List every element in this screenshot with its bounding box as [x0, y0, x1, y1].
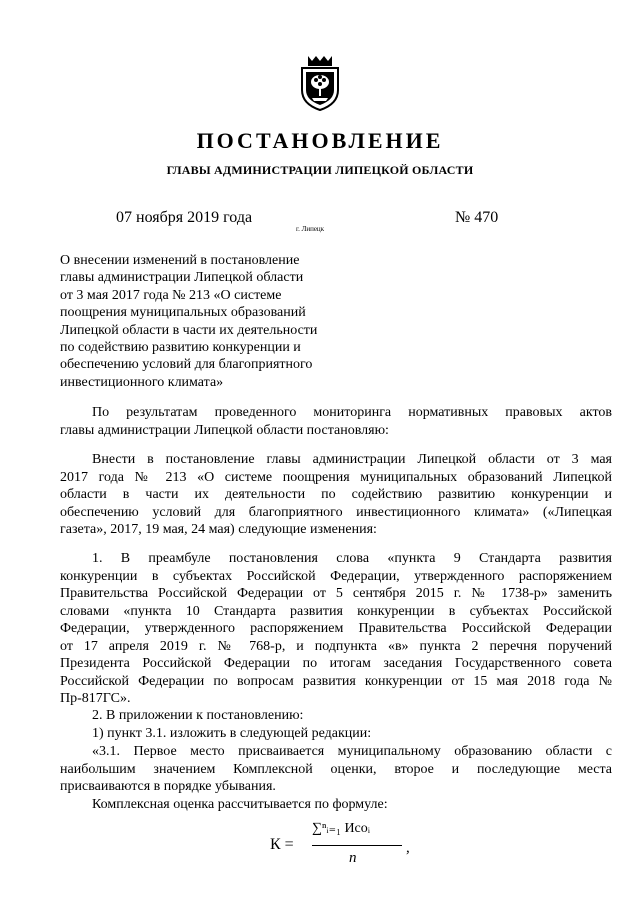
text-line: Правительства Российской Федерации от 5 сентября 2015 г. № 1738-р» заменить [60, 586, 612, 601]
document-subtitle: ГЛАВЫ АДМИНИСТРАЦИИ ЛИПЕЦКОЙ ОБЛАСТИ [166, 163, 474, 177]
text-line: Комплексная оценка рассчитывается по формуле: [92, 797, 388, 812]
document-title: ПОСТАНОВЛЕНИЕ [196, 128, 444, 153]
subject-line: инвестиционного климата» [60, 374, 224, 390]
text-line: Внести в постановление главы администрации Липецкой области от 3 мая [92, 452, 612, 467]
formula-trailing-comma: , [406, 840, 410, 856]
text-line: Президента Российской Федерации по итогам заседания Государственного совета [60, 656, 612, 671]
paragraph-clause-3-1 [60, 743, 612, 796]
paragraph-item-1 [60, 550, 612, 708]
text-line: 1) пункт 3.1. изложить в следующей редакции: [92, 726, 372, 741]
subject-line: О внесении изменений в постановление [60, 253, 300, 268]
subject-line: Липецкой области в части их деятельности [60, 322, 318, 338]
text-line: 2017 года № 213 «О системе поощрения муниципальных образований Липецкой [60, 469, 612, 485]
document-city: г. Липецк [296, 225, 325, 233]
paragraph-preamble [60, 404, 612, 439]
text-line: газета», 2017, 19 мая, 24 мая) следующие изменения: [60, 522, 377, 537]
text-line: 1. В преамбуле постановления слова «пункта 9 Стандарта развития [92, 551, 612, 566]
text-line: Пр-817ГС». [60, 691, 131, 706]
formula-denominator: n [349, 850, 357, 866]
document-date: 07 ноября 2019 года [116, 209, 253, 226]
text-line: «3.1. Первое место присваивается муниципальному образованию области с [92, 744, 612, 759]
text-line: присваиваются в порядке убывания. [60, 779, 276, 794]
coat-of-arms-emblem [298, 54, 342, 112]
subject-line: по содействию развитию конкуренции и [60, 340, 301, 356]
text-line: По результатам проведенного мониторинга нормативных правовых актов [92, 405, 612, 420]
document-number: № 470 [455, 209, 499, 226]
text-line: от 17 апреля 2019 г. № 768-р, и подпункта «в» пункта 2 перечня поручений [60, 638, 612, 654]
text-line: конкуренции в субъектах Российской Федерации, утвержденного распоряжением [60, 568, 612, 584]
paragraph-item-2 [60, 707, 612, 725]
paragraph-subitem-1 [60, 725, 612, 743]
text-line: Федерации, утвержденного распоряжением Правительства Российской Федерации [60, 621, 612, 636]
subject-line: обеспечению условий для благоприятного [60, 357, 313, 373]
subject-line: главы администрации Липецкой области [60, 270, 304, 286]
formula-numerator: ∑ⁿᵢ₌₁ Исоᵢ [312, 821, 371, 836]
text-line: главы администрации Липецкой области постановляю: [60, 422, 389, 438]
text-line: области в части их деятельности по содействию развитию конкуренции и [60, 487, 612, 502]
subject-line: поощрения муниципальных образований [60, 305, 306, 321]
text-line: обеспечению условий для благоприятного инвестиционного климата» («Липецкая [60, 504, 612, 520]
text-line: наибольшим значением Комплексной оценки, второе и последующие места [60, 761, 612, 777]
paragraph-amend-intro [60, 451, 612, 539]
paragraph-formula-intro [60, 796, 612, 814]
text-line: Российской Федерации по вопросам развития конкуренции от 15 мая 2018 года № [60, 673, 612, 689]
text-line: 2. В приложении к постановлению: [92, 708, 304, 723]
formula-lhs: К = [270, 836, 294, 853]
text-line: словами «пункта 10 Стандарта развития конкуренции в субъектах Российской [60, 603, 612, 619]
formula [270, 820, 430, 882]
fraction-bar [312, 845, 402, 846]
subject-line: от 3 мая 2017 года № 213 «О системе [60, 287, 282, 303]
document-subject [60, 252, 360, 391]
